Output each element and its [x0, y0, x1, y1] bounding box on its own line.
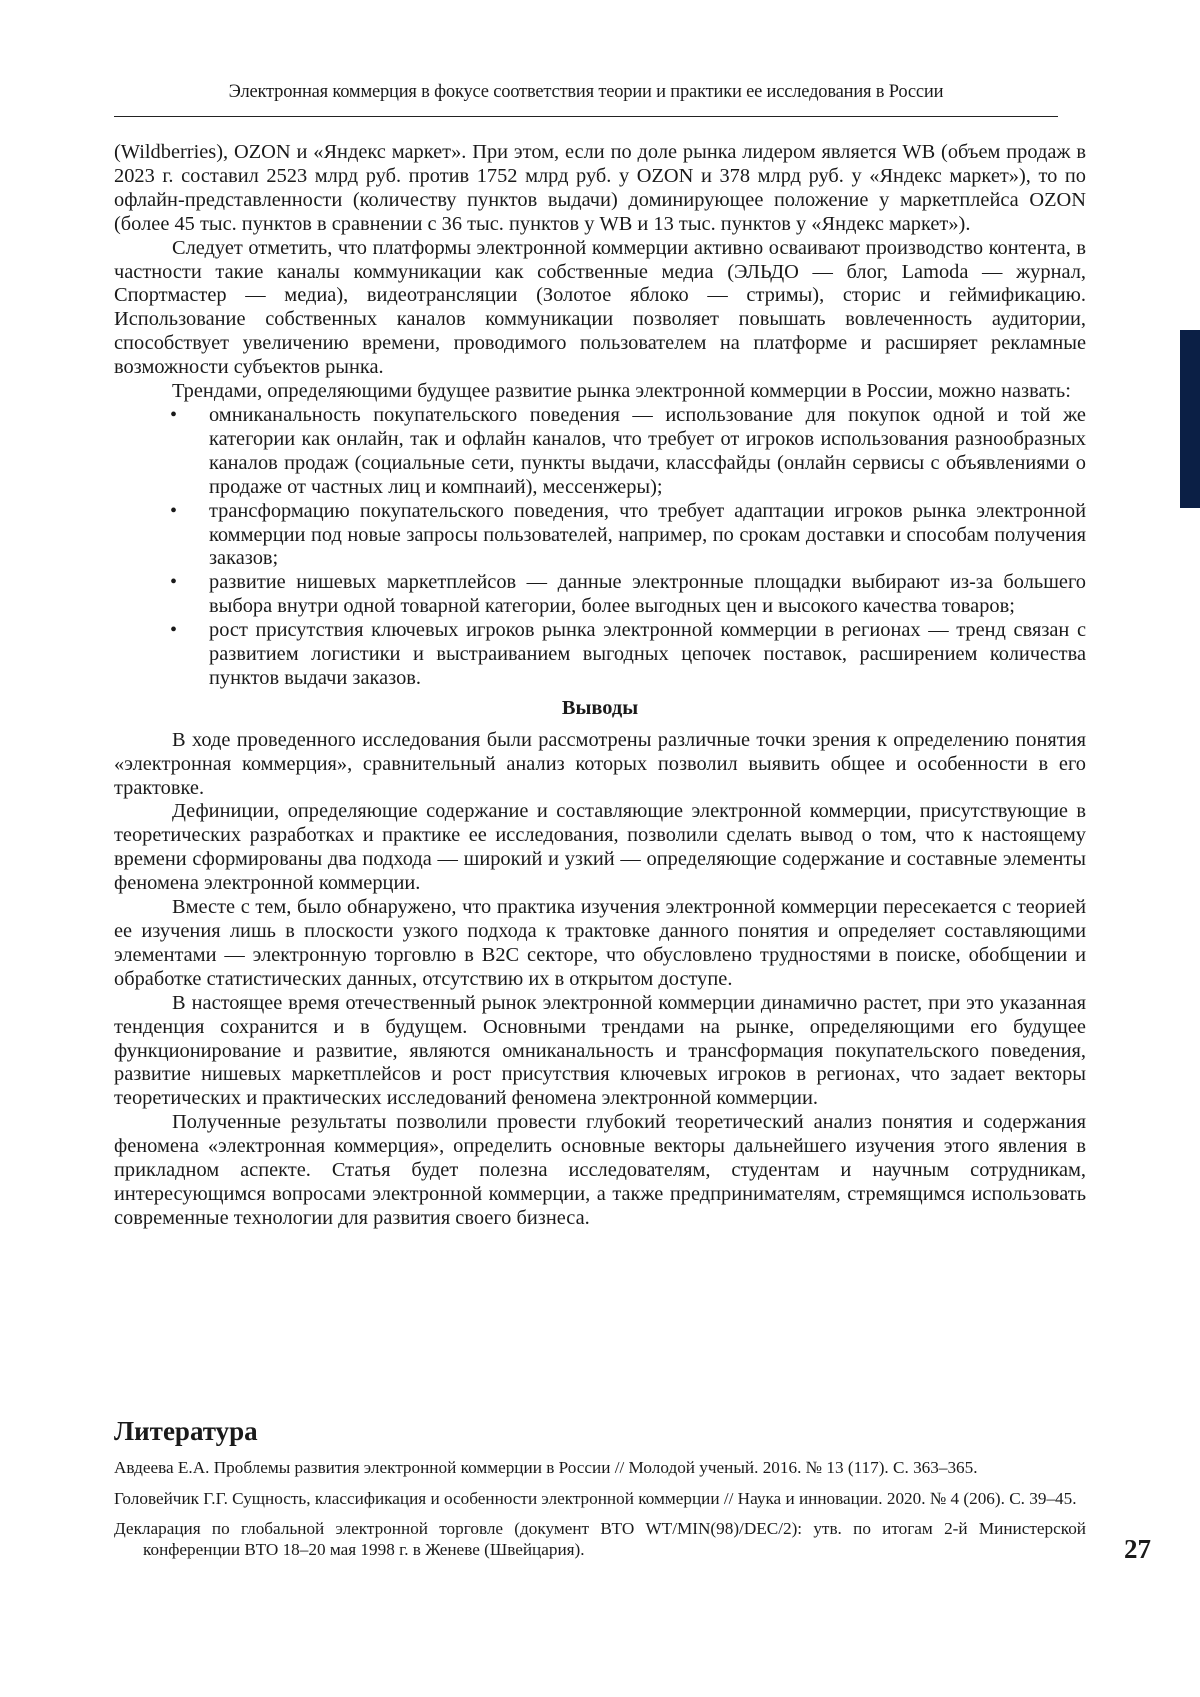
paragraph: В настоящее время отечественный рынок электронной коммерции динамично растет, при это указанная тенденция сохранится и в будущем. Основными трендами на рынке, определяющими его будущее функционирование и развитие, являются омниканальность и трансформация покупательского поведения, развитие нишевых маркетплейсов и рост присутствия ключевых игроков в регионах, что задает векторы теоретических и практических исследований феномена электронной коммерции.	[114, 991, 1086, 1110]
paragraph: В ходе проведенного исследования были рассмотрены различные точки зрения к определению понятия «электронная коммерция», сравнительный анализ которых позволил выявить общее и особенности в его трактовке.	[114, 728, 1086, 799]
paragraph: (Wildberries), OZON и «Яндекс маркет». При этом, если по доле рынка лидером является WB (объем продаж в 2023 г. составил 2523 млрд руб. против 1752 млрд руб. у OZON и 378 млрд руб. у «Яндекс маркет»), то по офлайн-представленности (количеству пунктов выдачи) доминирующее положение у маркетплейса OZON (более 45 тыс. пунктов в сравнении с 36 тыс. пунктов у WB и 13 тыс. пунктов у «Яндекс маркет»).	[114, 141, 1086, 235]
list-item-text: омниканальность покупательского поведения — использование для покупок одной и той же категории как онлайн, так и офлайн каналов, что требует от игроков использования разнообразных каналов продаж (социальные сети, пункты выдачи, классфайды (онлайн сервисы с объявлениями о продаже от частных лиц и компнаий), мессенжеры);	[209, 403, 1086, 498]
bullet-icon: •	[170, 499, 178, 522]
list-item-text: развитие нишевых маркетплейсов — данные электронные площадки выбирают из-за большего выбора внутри одной товарной категории, более выгодных цен и высокого качества товаров;	[209, 571, 1086, 618]
bullet-icon: •	[170, 619, 178, 642]
list-item	[114, 619, 1086, 691]
list-item	[114, 571, 1086, 619]
page-number: 27	[1124, 1534, 1151, 1564]
list-item	[114, 500, 1086, 572]
list-item-text: рост присутствия ключевых игроков рынка электронной коммерции в регионах — тренд связан с развитием логистики и выстраиванием выгодных цепочек поставок, расширением количества пунктов выдачи заказов.	[209, 619, 1086, 689]
side-tab-marker	[1180, 330, 1200, 508]
list-item	[114, 404, 1086, 500]
trend-list	[114, 404, 1086, 691]
article-body	[114, 141, 1086, 1231]
running-header: Электронная коммерция в фокусе соответствия теории и практики ее исследования в России	[228, 82, 944, 102]
header-divider	[114, 116, 1058, 117]
reference-item: Головейчик Г.Г. Сущность, классификация и особенности электронной коммерции // Наука и инновации. 2020. № 4 (206). С. 39–45.	[114, 1488, 1077, 1508]
paragraph: Дефиниции, определяющие содержание и составляющие электронной коммерции, присутствующие в теоретических разработках и практике ее исследования, позволили сделать вывод о том, что к настоящему времени сформированы два подхода — широкий и узкий — определяющие содержание и составные элементы феномена электронной коммерции.	[114, 800, 1086, 895]
section-title: Выводы	[561, 696, 639, 719]
bullet-icon: •	[170, 571, 178, 594]
paragraph: Вместе с тем, было обнаружено, что практика изучения электронной коммерции пересекается с теорией ее изучения лишь в плоскости узкого подхода к трактовке данного понятия и определяет составляющими элементами — электронную торговлю в B2C секторе, что обусловлено трудностями в поиске, обобщении и обработке статистических данных, отсутствию их в открытом доступе.	[114, 896, 1086, 990]
references-heading: Литература	[114, 1416, 258, 1446]
paragraph: Трендами, определяющими будущее развитие рынка электронной коммерции в России, можно назвать:	[172, 380, 1071, 403]
paragraph: Полученные результаты позволили провести глубокий теоретический анализ понятия и содержания феномена «электронная коммерция», определить основные векторы дальнейшего изучения этого явления в прикладном аспекте. Статья будет полезна исследователям, студентам и научным сотрудникам, интересующимся вопросами электронной коммерции, а также предпринимателям, стремящимся использовать современные технологии для развития своего бизнеса.	[114, 1111, 1086, 1229]
reference-item: Авдеева Е.А. Проблемы развития электронной коммерции в России // Молодой ученый. 2016. № 13 (117). С. 363–365.	[114, 1458, 978, 1477]
paragraph: Следует отметить, что платформы электронной коммерции активно осваивают производство контента, в частности такие каналы коммуникации как собственные медиа (ЭЛЬДО — блог, Lamoda — журнал, Спортмастер — медиа), видеотрансляции (Золотое яблоко — стримы), сторис и геймификацию. Использование собственных каналов коммуникации позволяет повышать вовлеченность аудитории, способствует увеличению времени, проводимого пользователем на платформе и расширяет рекламные возможности субъектов рынка.	[114, 236, 1086, 379]
list-item-text: трансформацию покупательского поведения, что требует адаптации игроков рынка электронной коммерции под новые запросы пользователей, например, по срокам доставки и способам получения заказов;	[209, 499, 1086, 570]
bullet-icon: •	[170, 403, 178, 426]
references-list	[114, 1458, 1086, 1570]
reference-item: Декларация по глобальной электронной торговле (документ ВТО WT/MIN(98)/DEC/2): утв. по итогам 2-й Министерской конференции ВТО 18–20 мая 1998 г. в Женеве (Швейцария).	[114, 1519, 1086, 1559]
